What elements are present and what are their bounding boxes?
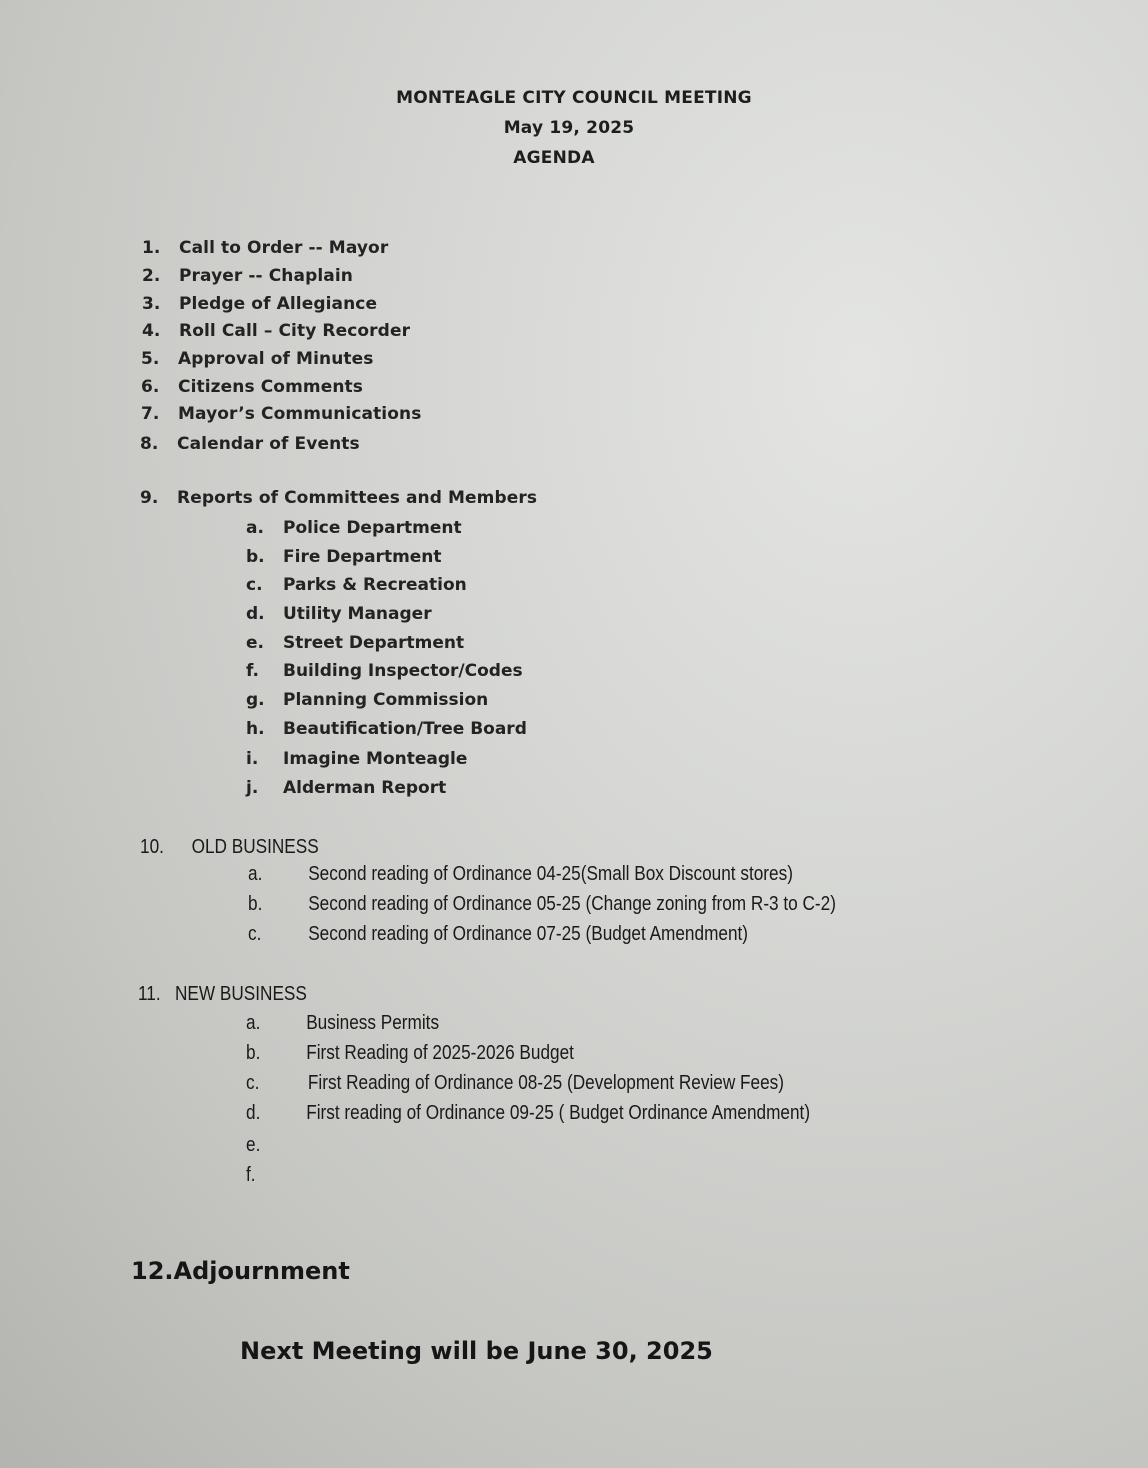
agenda-item-new-business bbox=[138, 983, 307, 1006]
subitem-letter: e. bbox=[246, 633, 264, 653]
item-label: Citizens Comments bbox=[178, 377, 363, 397]
subitem-letter: b. bbox=[248, 893, 263, 915]
subitem-letter: a. bbox=[246, 518, 264, 538]
agenda-item bbox=[142, 238, 388, 258]
subitem-label: Police Department bbox=[283, 518, 462, 538]
subitem-label: Utility Manager bbox=[283, 604, 432, 624]
agenda-item bbox=[140, 434, 360, 454]
subitem-label: Planning Commission bbox=[283, 690, 489, 710]
subitem-letter: f. bbox=[246, 661, 259, 681]
subitem-label: Parks & Recreation bbox=[283, 575, 467, 595]
report-subitem bbox=[246, 604, 432, 624]
item-number: 7. bbox=[141, 404, 160, 424]
subitem-label: Beautification/Tree Board bbox=[283, 719, 527, 739]
report-subitem bbox=[246, 633, 464, 653]
agenda-item bbox=[142, 321, 410, 341]
item-label: Pledge of Allegiance bbox=[179, 294, 378, 314]
report-subitem bbox=[246, 778, 446, 798]
new-business-subitem bbox=[246, 1042, 574, 1065]
item-number: 10. bbox=[140, 836, 164, 858]
subitem-letter: a. bbox=[248, 863, 263, 885]
subitem-label: Second reading of Ordinance 05-25 (Change zoning from R-3 to C-2) bbox=[308, 893, 836, 915]
subitem-label: Fire Department bbox=[283, 547, 442, 567]
subitem-letter: c. bbox=[246, 575, 263, 595]
new-business-subitem bbox=[246, 1012, 439, 1035]
subitem-letter: c. bbox=[248, 923, 262, 945]
report-subitem bbox=[246, 749, 467, 769]
subitem-letter: d. bbox=[246, 604, 265, 624]
new-business-subitem bbox=[246, 1164, 306, 1187]
next-meeting-note: Next Meeting will be June 30, 2025 bbox=[240, 1337, 713, 1365]
report-subitem bbox=[246, 547, 442, 567]
item-number: 4. bbox=[142, 321, 161, 341]
subitem-label: Second reading of Ordinance 04-25(Small Box Discount stores) bbox=[308, 863, 793, 885]
new-business-subitem bbox=[246, 1134, 306, 1157]
subitem-letter: g. bbox=[246, 690, 265, 710]
item-label: NEW BUSINESS bbox=[174, 983, 307, 1005]
item-number: 3. bbox=[142, 294, 161, 314]
subitem-letter: b. bbox=[246, 547, 265, 567]
item-label: OLD BUSINESS bbox=[191, 836, 319, 858]
subitem-letter: a. bbox=[246, 1012, 261, 1034]
agenda-item bbox=[141, 349, 373, 369]
old-business-subitem bbox=[248, 923, 748, 946]
agenda-item bbox=[142, 266, 353, 286]
agenda-item bbox=[141, 404, 421, 424]
old-business-subitem bbox=[248, 893, 836, 916]
subitem-letter: i. bbox=[246, 749, 259, 769]
item-label: Calendar of Events bbox=[177, 434, 360, 454]
new-business-subitem bbox=[246, 1072, 784, 1095]
report-subitem bbox=[246, 575, 467, 595]
item-number: 6. bbox=[141, 377, 160, 397]
item-label: Roll Call – City Recorder bbox=[179, 321, 411, 341]
old-business-subitem bbox=[248, 863, 793, 886]
agenda-item bbox=[142, 294, 377, 314]
item-label: Call to Order -- Mayor bbox=[179, 238, 389, 258]
subitem-letter: c. bbox=[246, 1072, 260, 1094]
subitem-label: First Reading of Ordinance 08-25 (Development Review Fees) bbox=[307, 1072, 785, 1094]
item-number: 5. bbox=[141, 349, 160, 369]
subitem-label: Business Permits bbox=[306, 1012, 440, 1034]
document-title: MONTEAGLE CITY COUNCIL MEETING bbox=[396, 88, 752, 108]
subitem-label: First reading of Ordinance 09-25 ( Budget Ordinance Amendment) bbox=[306, 1102, 811, 1124]
subitem-letter: h. bbox=[246, 719, 265, 739]
item-number: 1. bbox=[142, 238, 161, 258]
item-label: Approval of Minutes bbox=[178, 349, 374, 369]
agenda-item-adjournment: 12.Adjournment bbox=[131, 1257, 350, 1285]
agenda-item-reports bbox=[140, 488, 537, 508]
item-label: Reports of Committees and Members bbox=[177, 488, 538, 508]
report-subitem bbox=[246, 719, 527, 739]
subitem-letter: j. bbox=[246, 778, 259, 798]
item-number: 8. bbox=[140, 434, 159, 454]
meeting-date: May 19, 2025 bbox=[503, 118, 635, 138]
new-business-subitem bbox=[246, 1102, 810, 1125]
item-number: 9. bbox=[140, 488, 159, 508]
subitem-letter: d. bbox=[246, 1102, 261, 1124]
subitem-label: Building Inspector/Codes bbox=[283, 661, 523, 681]
item-number: 2. bbox=[142, 266, 161, 286]
item-label: Prayer -- Chaplain bbox=[179, 266, 353, 286]
subitem-label: First Reading of 2025-2026 Budget bbox=[306, 1042, 574, 1064]
report-subitem bbox=[246, 661, 523, 681]
subitem-letter: f. bbox=[246, 1164, 256, 1186]
report-subitem bbox=[246, 518, 462, 538]
item-label: Mayor’s Communications bbox=[178, 404, 422, 424]
agenda-heading: AGENDA bbox=[513, 148, 595, 168]
agenda-item-old-business bbox=[140, 836, 319, 859]
subitem-letter: e. bbox=[246, 1134, 261, 1156]
subitem-letter: b. bbox=[246, 1042, 261, 1064]
subitem-label: Street Department bbox=[283, 633, 465, 653]
report-subitem bbox=[246, 690, 488, 710]
subitem-label: Imagine Monteagle bbox=[283, 749, 468, 769]
subitem-label: Second reading of Ordinance 07-25 (Budget Amendment) bbox=[308, 923, 749, 945]
subitem-label: Alderman Report bbox=[283, 778, 447, 798]
item-number: 11. bbox=[138, 983, 161, 1005]
agenda-item bbox=[141, 377, 363, 397]
